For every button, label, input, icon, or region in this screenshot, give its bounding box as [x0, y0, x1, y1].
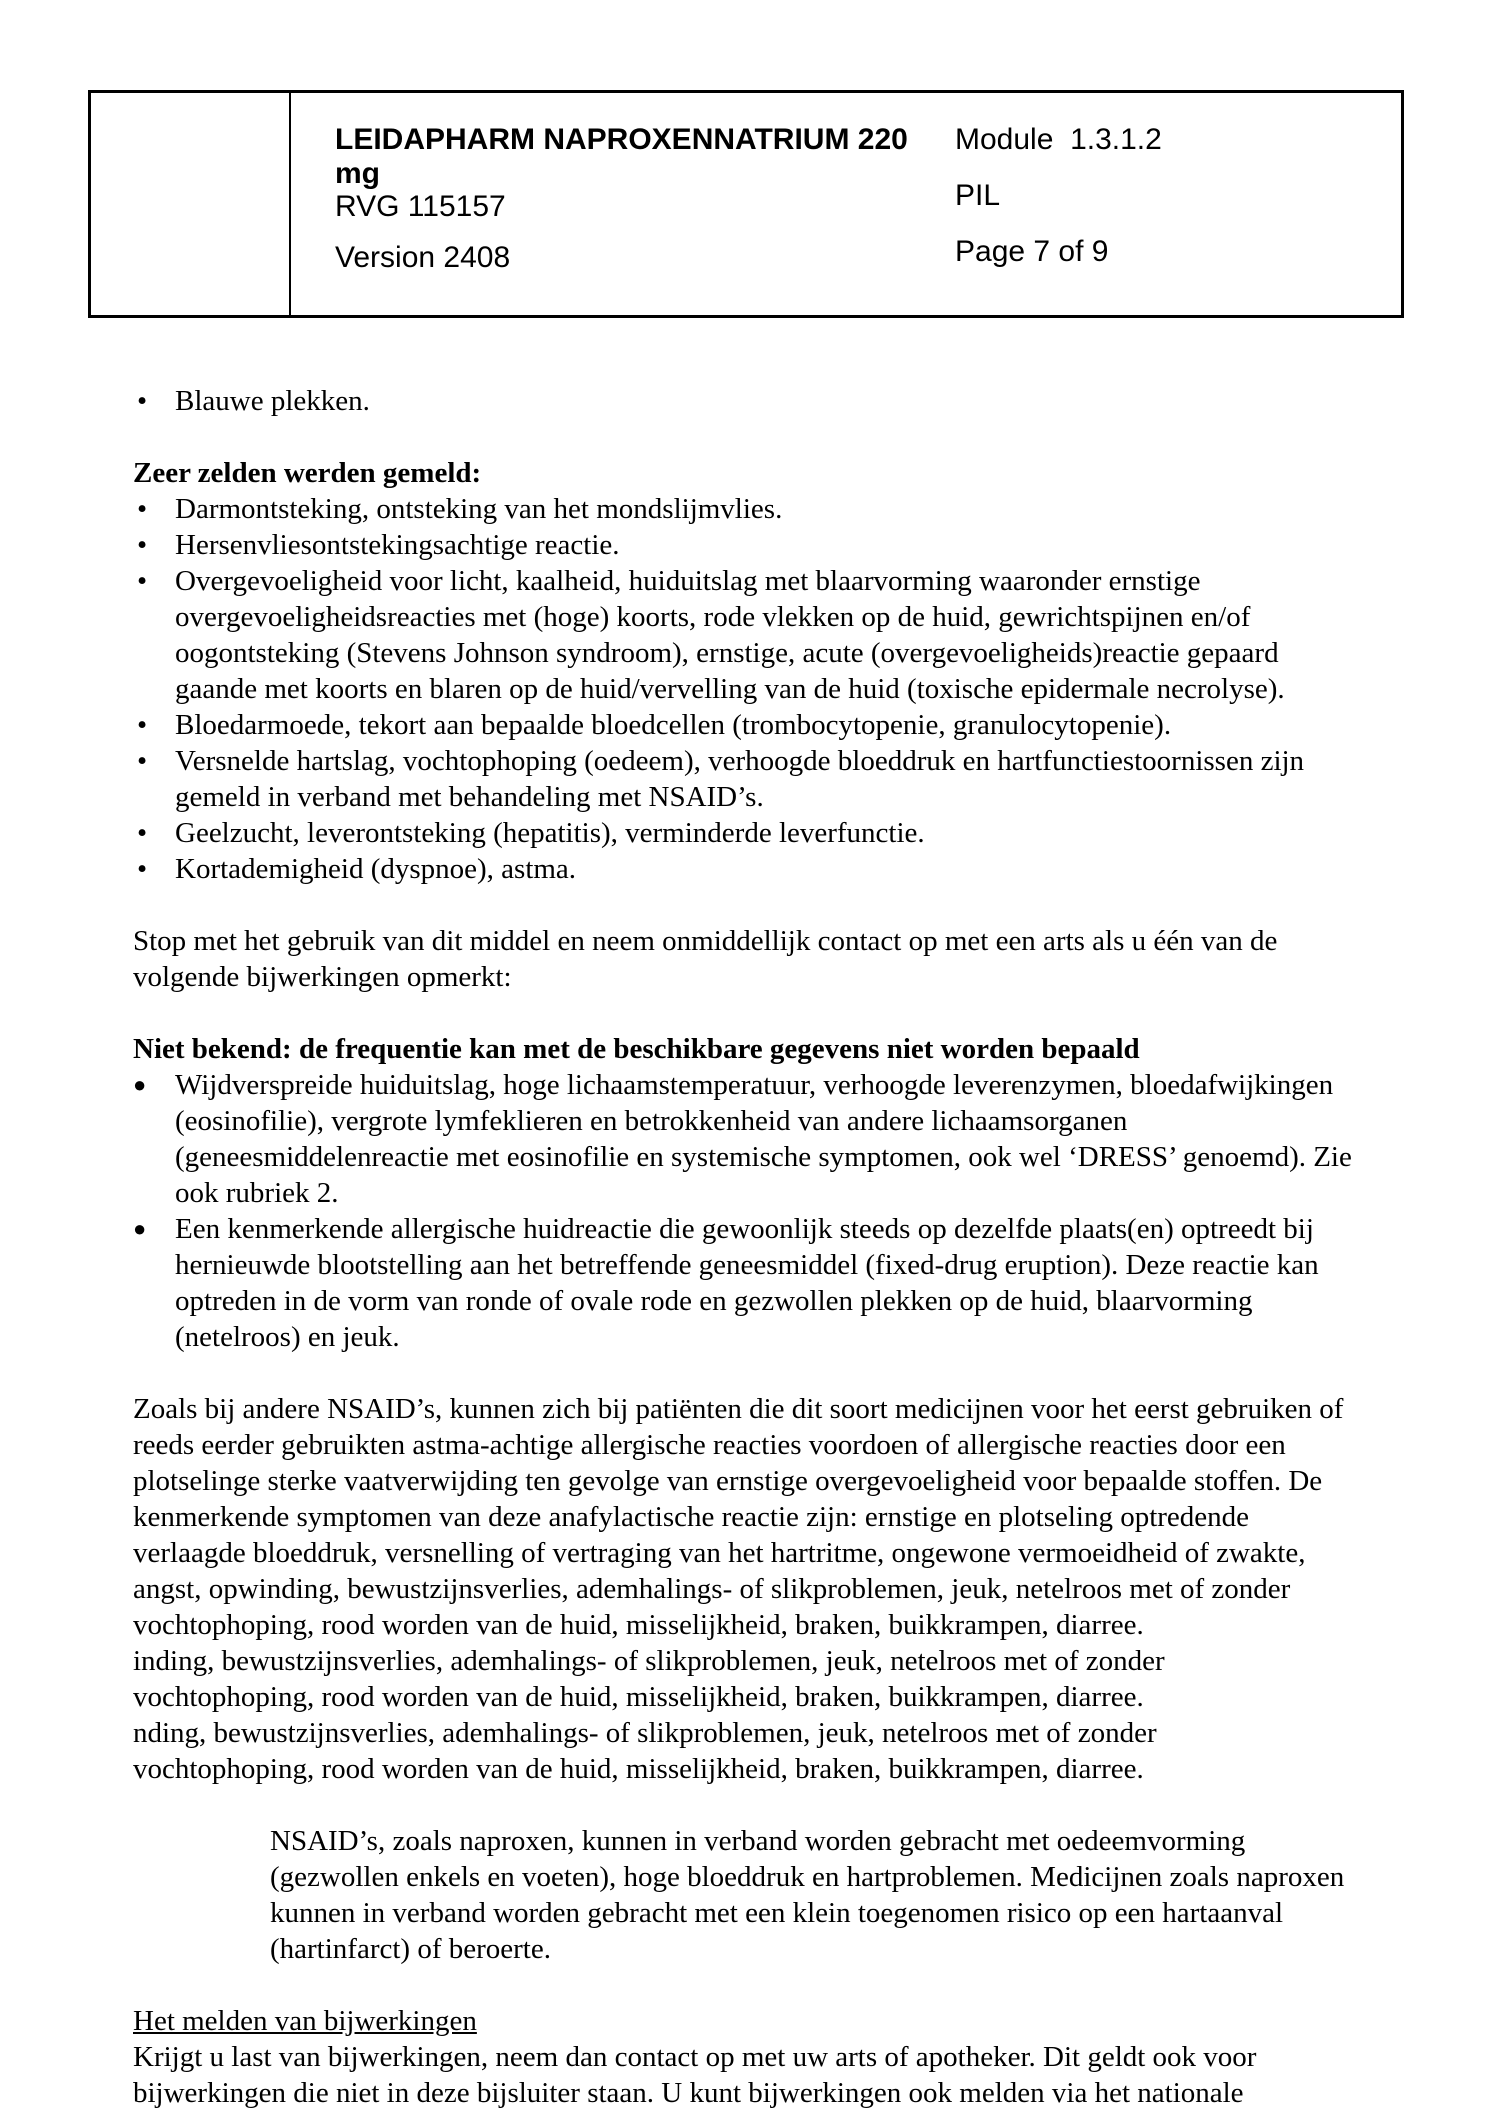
list-item	[133, 1211, 1366, 1355]
list-item	[133, 491, 1366, 527]
paragraph-fragment: inding, bewustzijnsverlies, ademhalings- of slikproblemen, jeuk, netelroos met of zonder	[133, 1645, 1165, 1677]
doc-type-label: PIL	[955, 179, 1001, 212]
module-label: Module 1.3.1.2	[955, 123, 1162, 156]
document-body	[0, 318, 1494, 2111]
paragraph-fragment: nding, bewustzijnsverlies, ademhalings- of slikproblemen, jeuk, netelroos met of zonder	[133, 1717, 1157, 1749]
stop-warning-paragraph: Stop met het gebruik van dit middel en neem onmiddellijk contact op met een arts als u één van de volgende bijwerkingen opmerkt:	[133, 925, 1278, 993]
bullet-text: Bloedarmoede, tekort aan bepaalde bloedcellen (trombocytopenie, granulocytopenie).	[175, 709, 1172, 741]
document-header-table	[88, 90, 1404, 318]
anaphylaxis-paragraph: Zoals bij andere NSAID’s, kunnen zich bij patiënten die dit soort medicijnen voor het eerst gebruiken of reeds eerder gebruikten astma-achtige allergische reacties voordoen of allergische reacties door een plotselinge sterke vaatverwijding ten gevolge van ernstige overgevoeligheid voor bepaalde stoffen. De kenmerkende symptomen van deze anafylactische reactie zijn: ernstige en plotseling optredende verlaagde bloeddruk, versnelling of vertraging van het hartritme, ongewone vermoeidheid of zwakte, angst, opwinding, bewustzijnsverlies, ademhalings- of slikproblemen, jeuk, netelroos met of zonder vochtophoping, rood worden van de huid, misselijkheid, braken, buikkrampen, diarree.	[133, 1393, 1344, 1641]
list-item	[133, 563, 1366, 707]
bullet-text: Blauwe plekken.	[175, 385, 370, 417]
paragraph-fragment: vochtophoping, rood worden van de huid, misselijkheid, braken, buikkrampen, diarree.	[133, 1753, 1144, 1785]
bullet-icon: •	[137, 385, 148, 417]
bullet-text: Versnelde hartslag, vochtophoping (oedeem), verhoogde bloeddruk en hartfunctiestoornissen zijn gemeld in verband met behandeling met NSAID’s.	[175, 745, 1305, 813]
bullet-text: Kortademigheid (dyspnoe), astma.	[175, 853, 577, 885]
rvg-number: RVG 115157	[335, 190, 506, 223]
header-logo-cell	[91, 93, 291, 315]
bullet-text: Overgevoeligheid voor licht, kaalheid, huiduitslag met blaarvorming waaronder ernstige overgevoeligheidsreacties met (hoge) koorts, rode vlekken op de huid, gewrichtspijnen en/of oogontsteking (Stevens Johnson syndroom), ernstige, acute (overgevoeligheids)reactie gepaard gaande met koorts en blaren op de huid/vervelling van de huid (toxische epidermale necrolyse).	[175, 565, 1285, 705]
bullet-text: Darmontsteking, ontsteking van het mondslijmvlies.	[175, 493, 783, 525]
list-item	[133, 851, 1366, 887]
bullet-text: Hersenvliesontstekingsachtige reactie.	[175, 529, 620, 561]
bullet-icon: •	[137, 817, 148, 849]
bullet-icon: •	[137, 529, 148, 561]
header-left-column	[335, 123, 955, 291]
list-item	[133, 527, 1366, 563]
paragraph-fragment: vochtophoping, rood worden van de huid, misselijkheid, braken, buikkrampen, diarree.	[133, 1681, 1144, 1713]
bullet-icon: ●	[133, 1072, 147, 1097]
bullet-icon: •	[137, 565, 148, 597]
bullet-icon: •	[137, 493, 148, 525]
header-right-column	[955, 123, 1365, 291]
list-item	[133, 743, 1366, 815]
section-heading-very-rare: Zeer zelden werden gemeld:	[133, 457, 482, 489]
list-item	[133, 383, 1366, 419]
bullet-text: Wijdverspreide huiduitslag, hoge lichaamstemperatuur, verhoogde leverenzymen, bloedafwijkingen (eosinofilie), vergrote lymfeklieren en betrokkenheid van andere lichaamsorganen (geneesmiddelenreactie met eosinofilie en systemische symptomen, ook wel ‘DRESS’ genoemd). Zie ook rubriek 2.	[175, 1069, 1352, 1209]
bullet-icon: ●	[133, 1216, 147, 1241]
bullet-text: Een kenmerkende allergische huidreactie die gewoonlijk steeds op dezelfde plaats(en) optreedt bij hernieuwde blootstelling aan het betreffende geneesmiddel (fixed-drug eruption). Deze reactie kan optreden in de vorm van ronde of ovale rode en gezwollen plekken op de huid, blaarvorming (netelroos) en jeuk.	[175, 1213, 1319, 1353]
list-item	[133, 815, 1366, 851]
bullet-icon: •	[137, 853, 148, 885]
bullet-text: Geelzucht, leverontsteking (hepatitis), verminderde leverfunctie.	[175, 817, 925, 849]
list-item	[133, 707, 1366, 743]
product-title: LEIDAPHARM NAPROXENNATRIUM 220 mg	[335, 123, 917, 190]
header-main-cell	[291, 93, 1401, 315]
reporting-paragraph: Krijgt u last van bijwerkingen, neem dan contact op met uw arts of apotheker. Dit geldt ook voor bijwerkingen die niet in deze bijsluiter staan. U kunt bijwerkingen ook melden via het nationale	[133, 2041, 1257, 2109]
bullet-icon: •	[137, 745, 148, 777]
version-label: Version 2408	[335, 240, 511, 274]
bullet-icon: •	[137, 709, 148, 741]
nsaid-risk-paragraph: NSAID’s, zoals naproxen, kunnen in verband worden gebracht met oedeemvorming (gezwollen enkels en voeten), hoge bloeddruk en hartproblemen. Medicijnen zoals naproxen kunnen in verband worden gebracht met een klein toegenomen risico op een hartaanval (hartinfarct) of beroerte.	[270, 1825, 1345, 1965]
list-item	[133, 1067, 1366, 1211]
section-heading-not-known: Niet bekend: de frequentie kan met de beschikbare gegevens niet worden bepaald	[133, 1033, 1140, 1065]
section-heading-reporting: Het melden van bijwerkingen	[133, 2005, 477, 2037]
page-number: Page 7 of 9	[955, 235, 1109, 268]
